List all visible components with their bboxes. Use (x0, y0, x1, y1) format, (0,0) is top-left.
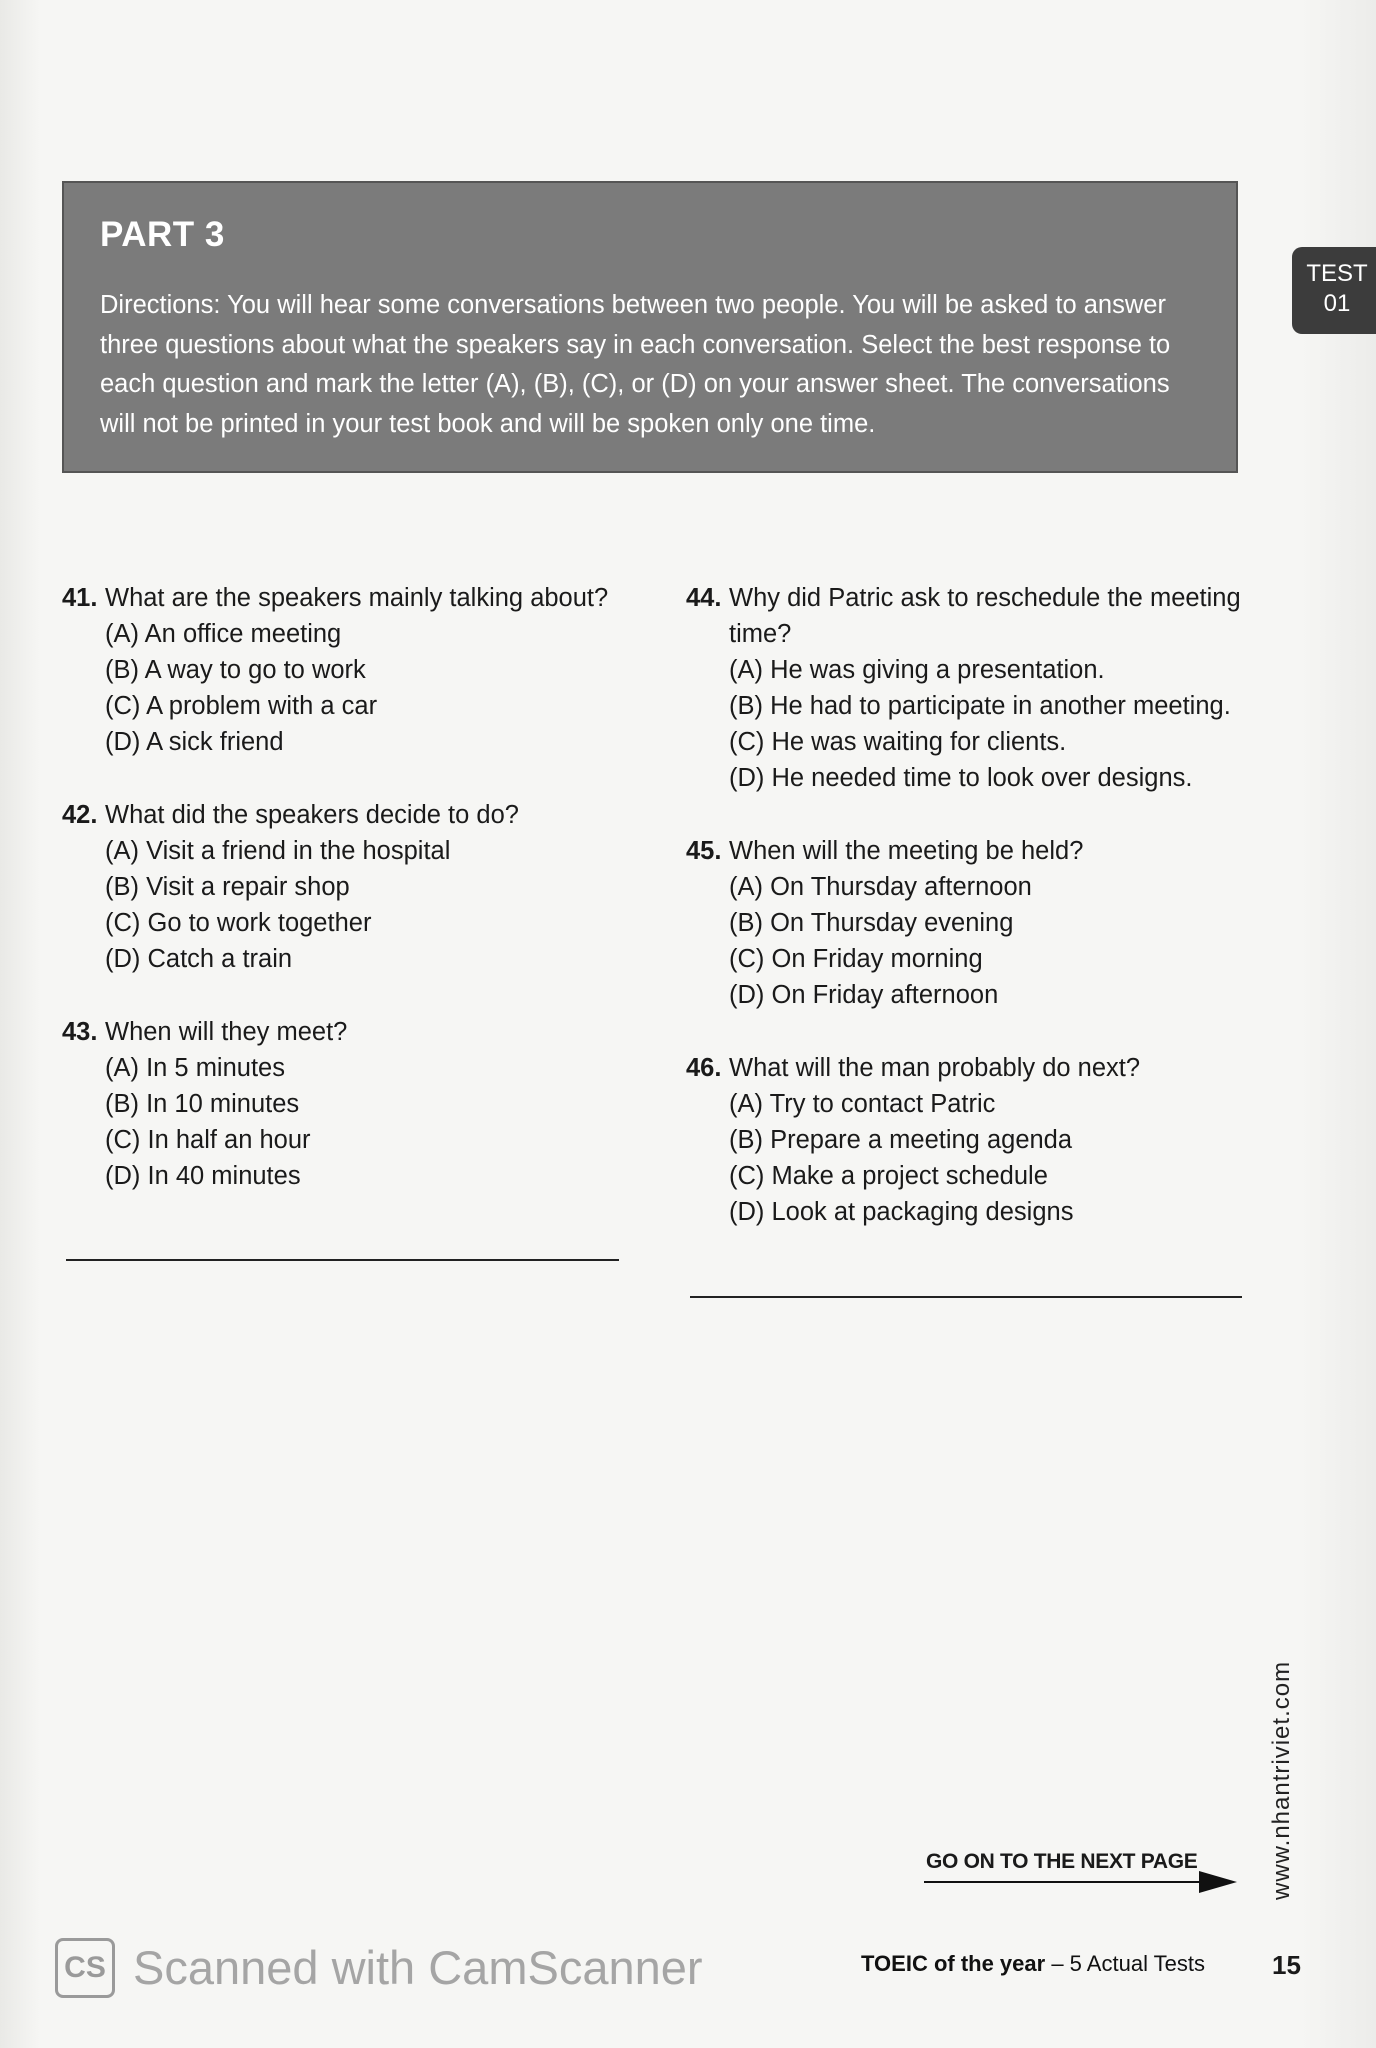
question-46 (686, 1050, 1246, 1230)
question-number: 41. (62, 584, 98, 612)
question-number: 42. (62, 801, 98, 829)
question-number: 45. (686, 837, 722, 865)
question-45 (686, 833, 1246, 1013)
question-43 (62, 1014, 622, 1194)
option-a: (A) Visit a friend in the hospital (105, 837, 451, 865)
part-header-box (62, 181, 1238, 473)
page-number: 15 (1272, 1950, 1301, 1980)
option-a: (A) On Thursday afternoon (729, 873, 1032, 901)
option-d: (D) In 40 minutes (105, 1162, 301, 1190)
test-tab-label: TEST (1306, 260, 1368, 287)
question-number: 44. (686, 584, 722, 612)
question-41 (62, 580, 622, 760)
left-question-column (62, 580, 622, 1194)
go-next-page-label: GO ON TO THE NEXT PAGE (926, 1850, 1198, 1873)
right-question-column (686, 580, 1246, 1230)
option-a: (A) He was giving a presentation. (729, 656, 1105, 684)
test-tab (1292, 247, 1376, 334)
option-b: (B) Visit a repair shop (105, 873, 350, 901)
option-c: (C) Make a project schedule (729, 1162, 1048, 1190)
arrow-right-icon (1199, 1871, 1237, 1893)
option-d: (D) A sick friend (105, 728, 284, 756)
test-tab-number: 01 (1323, 290, 1351, 317)
option-b: (B) On Thursday evening (729, 909, 1014, 937)
question-44 (686, 580, 1246, 796)
option-c: (C) He was waiting for clients. (729, 728, 1067, 756)
go-next-underline (924, 1881, 1208, 1883)
question-text: What did the speakers decide to do? (105, 801, 519, 829)
book-title (861, 1951, 1205, 1977)
option-c: (C) On Friday morning (729, 945, 983, 973)
part-directions: Directions: You will hear some conversations between two people. You will be asked to answer three questions about what the speakers say in each conversation. Select the best response to each question and mark the letter (A), (B), (C), or (D) on your answer sheet. The conversations will not be printed in your test book and will be spoken only one time. (100, 291, 1171, 438)
option-d: (D) He needed time to look over designs. (729, 764, 1193, 792)
question-42 (62, 797, 622, 977)
question-text: When will the meeting be held? (729, 837, 1084, 865)
option-b: (B) In 10 minutes (105, 1090, 300, 1118)
camscanner-logo-icon: CS (55, 1938, 115, 1998)
book-title-separator: – (1045, 1951, 1070, 1976)
option-c: (C) A problem with a car (105, 692, 378, 720)
question-number: 43. (62, 1018, 98, 1046)
option-b: (B) Prepare a meeting agenda (729, 1126, 1073, 1154)
option-d: (D) On Friday afternoon (729, 981, 999, 1009)
option-a: (A) Try to contact Patric (729, 1090, 996, 1118)
option-d: (D) Look at packaging designs (729, 1198, 1074, 1226)
option-a: (A) An office meeting (105, 620, 342, 648)
left-column-divider (66, 1259, 619, 1261)
question-text: When will they meet? (105, 1018, 348, 1046)
book-title-main: TOEIC of the year (861, 1951, 1046, 1976)
option-b: (B) A way to go to work (105, 656, 366, 684)
option-a: (A) In 5 minutes (105, 1054, 285, 1082)
website-url: www.nhantriviet.com (1268, 1660, 1295, 1900)
option-b (686, 688, 1246, 724)
question-text: Why did Patric ask to reschedule the meeting time? (729, 584, 1241, 648)
question-text: What are the speakers mainly talking about? (105, 584, 609, 612)
book-subtitle: 5 Actual Tests (1069, 1951, 1206, 1976)
option-c: (C) Go to work together (105, 909, 372, 937)
option-b-text: (B) He had to participate in another meeting. (729, 692, 1231, 720)
option-c: (C) In half an hour (105, 1126, 311, 1154)
camscanner-watermark: Scanned with CamScanner (133, 1941, 703, 1994)
right-column-divider (690, 1296, 1242, 1298)
option-d: (D) Catch a train (105, 945, 293, 973)
part-title: PART 3 (100, 215, 225, 254)
question-number: 46. (686, 1054, 722, 1082)
question-text: What will the man probably do next? (729, 1054, 1141, 1082)
